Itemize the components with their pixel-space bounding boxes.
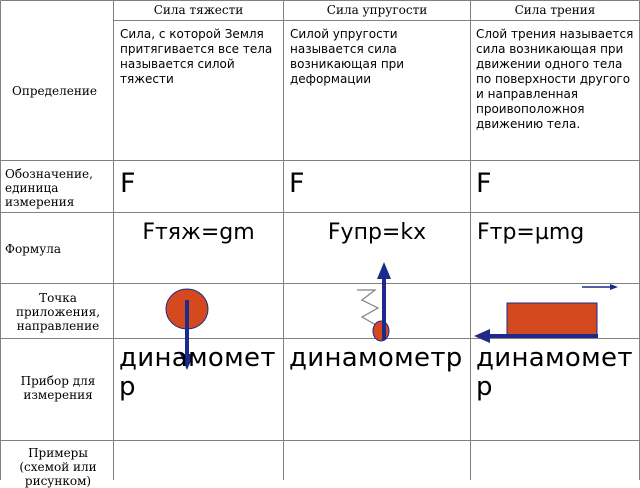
device-gravity: динамометр: [119, 343, 276, 402]
device-friction: динамометр: [476, 343, 633, 402]
symbol-gravity: F: [120, 168, 136, 199]
definition-friction: Слой трения называется сила возникающая при движении одного тела по поверхности другого и направленная проивоположноя движению тела.: [476, 27, 634, 131]
symbol-elasticity: F: [289, 168, 305, 199]
formula-elasticity: Fупр=kx: [327, 220, 427, 245]
symbol-friction: F: [476, 168, 492, 199]
row-label-examples: Примеры (схемой или рисунком): [19, 446, 97, 488]
header-gravity: Сила тяжести: [153, 3, 244, 17]
friction-diagram: [474, 284, 618, 343]
row-label-application-point: Точка приложения, направление: [15, 291, 101, 333]
definition-gravity: Сила, с которой Земля притягивается все тела называется силой тяжести: [120, 27, 273, 86]
elasticity-diagram: [357, 262, 391, 341]
spring-icon: [357, 290, 378, 325]
device-elasticity: динамометр: [289, 343, 463, 373]
formula-friction: Fтр=µmg: [477, 220, 585, 245]
elasticity-body: [373, 321, 389, 341]
friction-body: [507, 303, 597, 336]
header-friction: Сила трения: [514, 3, 596, 17]
header-elasticity: Сила упругости: [326, 3, 428, 17]
row-label-measuring-device: Прибор для измерения: [20, 374, 96, 402]
row-label-notation: Обозначение, единица измерения: [5, 167, 93, 209]
formula-gravity: Fтяж=gm: [142, 220, 255, 245]
definition-elasticity: Силой упругости называется сила возникающая при деформации: [290, 27, 405, 86]
row-label-definition: Определение: [12, 84, 97, 98]
row-label-formula: Формула: [5, 242, 62, 256]
